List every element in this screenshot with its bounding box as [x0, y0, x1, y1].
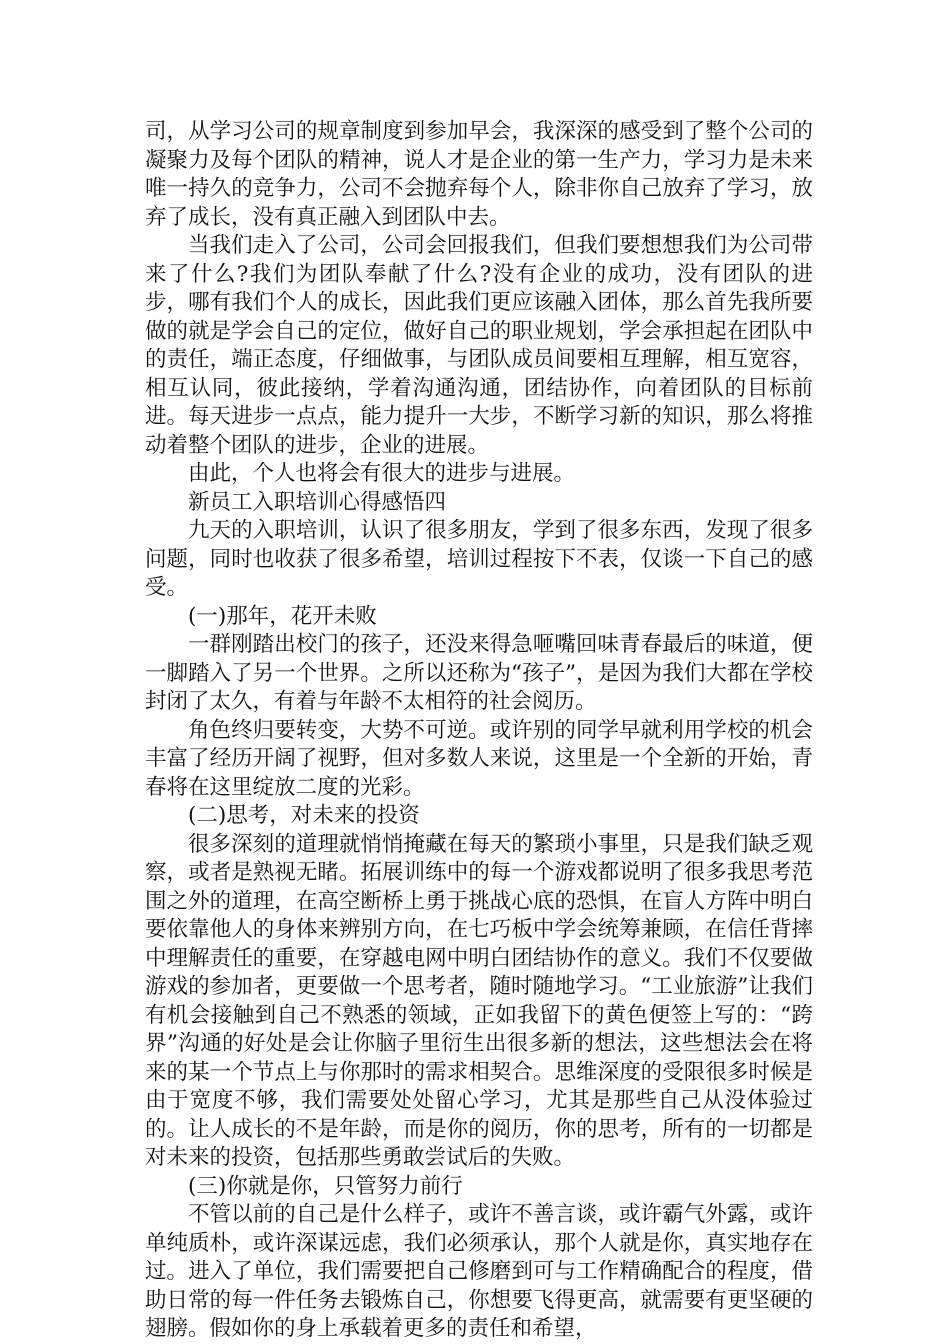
subheading-3: (三)你就是你，只管努力前行 [188, 1173, 463, 1199]
paragraph-12: 不管以前的自己是什么样子，或许不善言谈，或许霸气外露，或许单纯质朴，或许深谋远虑，我们必须承认，那个人就是你，真实地存在过。进入了单位，我们需要把自己修磨到可与工作精确配合的程度，借助日常的每一件任务去锻炼自己，你想要飞得更高，就需要有更坚硬的翅膀。假如你的身上承载着更多的责任和希望， [145, 1202, 813, 1341]
paragraph-10: 很多深刻的道理就悄悄掩藏在每天的繁琐小事里，只是我们缺乏观察，或者是熟视无睹。拓展训练中的每一个游戏都说明了很多我思考范围之外的道理，在高空断桥上勇于挑战心底的恐惧，在盲人方阵中明白要依靠他人的身体来辨别方向，在七巧板中学会统筹兼顾，在信任背摔中理解责任的重要，在穿越电网中明白团结协作的意义。我们不仅要做游戏的参加者，更要做一个思考者，随时随地学习。“工业旅游”让我们有机会接触到自己不熟悉的领域，正如我留下的黄色便签上写的：“跨界”沟通的好处是会让你脑子里衍生出很多新的想法，这些想法会在将来的某一个节点上与你那时的需求相契合。思维深度的受限很多时候是由于宽度不够，我们需要处处留心学习，尤其是那些自己从没体验过的。让人成长的不是年龄，而是你的阅历，你的思考，所有的一切都是对未来的投资，包括那些勇敢尝试后的失败。 [145, 831, 813, 1170]
paragraph-5: 九天的入职培训，认识了很多朋友，学到了很多东西，发现了很多问题，同时也收获了很多希望，培训过程按下不表，仅谈一下自己的感受。 [145, 518, 813, 600]
paragraph-7: 一群刚踏出校门的孩子，还没来得急咂嘴回味青春最后的味道，便一脚踏入了另一个世界。之所以还称为“孩子”，是因为我们大都在学校封闭了太久，有着与年龄不太相符的社会阅历。 [145, 632, 813, 714]
subheading-1: (一)那年，花开未败 [188, 603, 377, 629]
document-page [145, 118, 813, 1344]
paragraph-3: 由此，个人也将会有很大的进步与进展。 [188, 461, 576, 486]
section-heading-4: 新员工入职培训心得感悟四 [188, 489, 447, 515]
subheading-2: (二)思考，对未来的投资 [188, 803, 420, 828]
paragraph-1: 司，从学习公司的规章制度到参加早会，我深深的感受到了整个公司的凝聚力及每个团队的精神，说人才是企业的第一生产力，学习力是未来唯一持久的竞争力，公司不会抛弃每个人，除非你自己放弃了学习，放弃了成长，没有真正融入到团队中去。 [145, 119, 813, 230]
paragraph-2: 当我们走入了公司，公司会回报我们，但我们要想想我们为公司带来了什么?我们为团队奉献了什么?没有企业的成功，没有团队的进步，哪有我们个人的成长，因此我们更应该融入团体，那么首先我所要做的就是学会自己的定位，做好自己的职业规划，学会承担起在团队中的责任，端正态度，仔细做事，与团队成员间要相互理解，相互宽容，相互认同，彼此接纳，学着沟通沟通，团结协作，向着团队的目标前进。每天进步一点点，能力提升一大步，不断学习新的知识，那么将推动着整个团队的进步，企业的进展。 [145, 233, 813, 458]
paragraph-8: 角色终归要转变，大势不可逆。或许别的同学早就利用学校的机会丰富了经历开阔了视野，但对多数人来说，这里是一个全新的开始，青春将在这里绽放二度的光彩。 [145, 717, 813, 800]
